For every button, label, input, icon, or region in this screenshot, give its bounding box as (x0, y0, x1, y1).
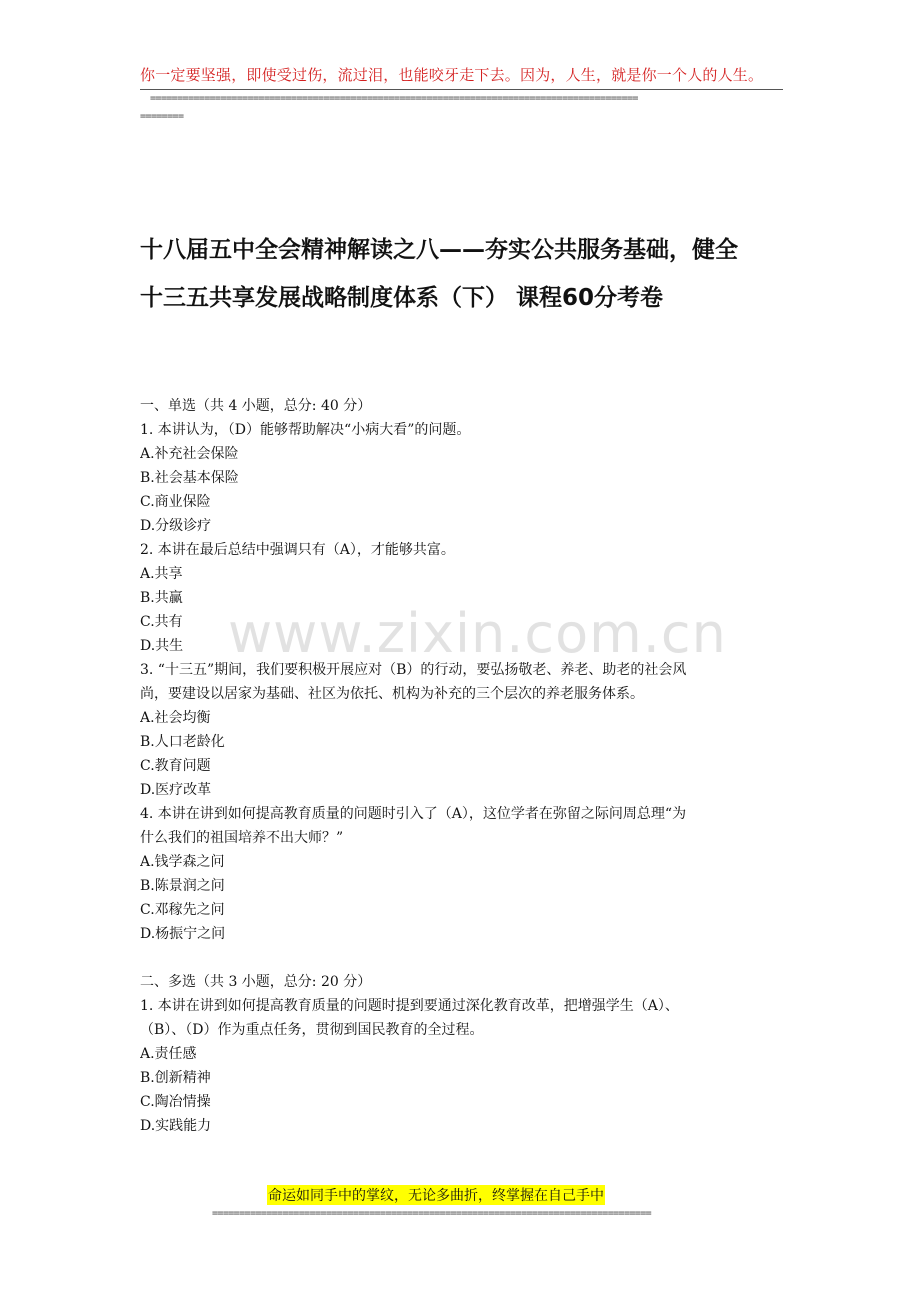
answer-option: C.陶冶情操 (140, 1094, 211, 1110)
answer-option: A.责任感 (140, 1046, 197, 1062)
answer-option: C.邓稼先之问 (140, 902, 225, 918)
watermark: www.zixin.com.cn (228, 602, 727, 665)
answer-option: A.补充社会保险 (140, 446, 239, 462)
answer-option: D.医疗改革 (140, 782, 212, 798)
section-gap (140, 946, 788, 970)
question-text: 尚，要建设以居家为基础、社区为依托、机构为补充的三个层次的养老服务体系。 (140, 686, 644, 702)
header-motto: 你一定要坚强，即使受过伤，流过泪，也能咬牙走下去。因为，人生，就是你一个人的人生。 (140, 66, 764, 84)
answer-option: B.共赢 (140, 590, 183, 606)
answer-option: A.社会均衡 (140, 710, 211, 726)
answer-option: B.社会基本保险 (140, 470, 239, 486)
section-heading: 二、多选（共 3 小题，总分: 20 分） (140, 974, 372, 990)
header-divider (140, 89, 783, 90)
answer-option: D.实践能力 (140, 1118, 212, 1134)
question-text: 3. “十三五”期间，我们要积极开展应对（B）的行动，要弘扬敬老、养老、助老的社会风 (140, 662, 687, 678)
document-title (140, 226, 800, 322)
title-line-2: 十三五共享发展战略制度体系（下） 课程60分考卷 (140, 285, 664, 311)
answer-option: A.钱学森之问 (140, 854, 225, 870)
title-line-1: 十八届五中全会精神解读之八——夯实公共服务基础，健全 (140, 237, 738, 263)
header-separator-line-short: ======== (140, 111, 184, 122)
question-text: 4. 本讲在讲到如何提高教育质量的问题时引入了（A），这位学者在弥留之际问周总理“为 (140, 806, 687, 822)
question-text: 什么我们的祖国培养不出大师？” (140, 830, 344, 846)
question-text: 2. 本讲在最后总结中强调只有（A），才能够共富。 (140, 542, 455, 558)
exam-content (140, 394, 788, 1138)
answer-option: A.共享 (140, 566, 183, 582)
footer-separator-line: ================================================================================= (212, 1208, 652, 1219)
answer-option: C.教育问题 (140, 758, 211, 774)
answer-option: C.商业保险 (140, 494, 211, 510)
answer-option: D.共生 (140, 638, 184, 654)
header-separator-line: ========================================================================================== (150, 93, 638, 104)
question-text: 1. 本讲在讲到如何提高教育质量的问题时提到要通过深化教育改革，把增强学生（A）、 (140, 998, 679, 1014)
answer-option: B.创新精神 (140, 1070, 211, 1086)
answer-option: B.人口老龄化 (140, 734, 225, 750)
question-text: （B）、（D）作为重点任务，贯彻到国民教育的全过程。 (140, 1022, 484, 1038)
footer-motto: 命运如同手中的掌纹，无论多曲折，终掌握在自己手中 (267, 1185, 605, 1205)
answer-option: C.共有 (140, 614, 183, 630)
answer-option: D.分级诊疗 (140, 518, 212, 534)
answer-option: D.杨振宁之问 (140, 926, 226, 942)
section-heading: 一、单选（共 4 小题，总分: 40 分） (140, 398, 372, 414)
question-text: 1. 本讲认为，（D）能够帮助解决“小病大看”的问题。 (140, 422, 471, 438)
answer-option: B.陈景润之问 (140, 878, 225, 894)
